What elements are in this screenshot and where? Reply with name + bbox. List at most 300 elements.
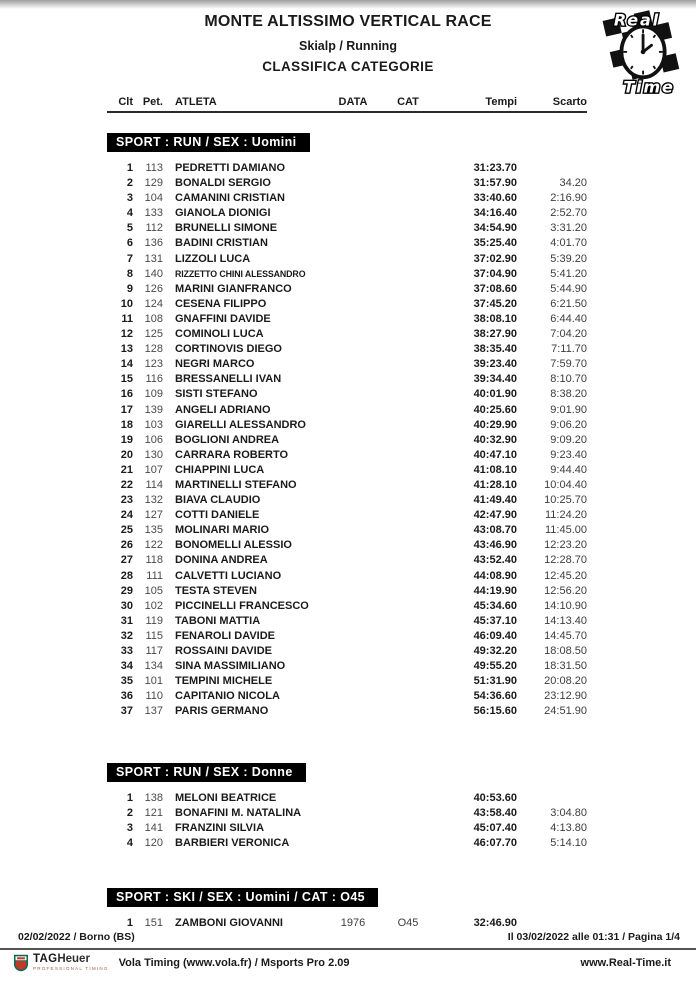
cell-cat [375, 176, 441, 191]
race-title: MONTE ALTISSIMO VERTICAL RACE [204, 13, 492, 30]
cell-clt: 9 [126, 282, 133, 295]
result-row [107, 836, 587, 851]
cell-tempi: 45:34.60 [473, 599, 517, 612]
cell-data [331, 357, 375, 372]
cell-name: TEMPINI MICHELE [175, 675, 273, 688]
cell-clt: 26 [120, 539, 133, 552]
cell-clt: 36 [120, 690, 133, 703]
cell-scarto: 11:24.20 [544, 509, 587, 522]
cell-data [331, 614, 375, 629]
cell-scarto: 9:06.20 [550, 418, 587, 431]
cell-name: COMINOLI LUCA [175, 328, 264, 341]
cell-cat [375, 704, 441, 719]
cell-data [331, 297, 375, 312]
result-row [107, 327, 587, 342]
cell-cat [375, 297, 441, 312]
cell-data [331, 463, 375, 478]
cell-tempi: 35:25.40 [473, 237, 517, 250]
cell-scarto: 8:10.70 [550, 373, 587, 386]
cell-data [331, 689, 375, 704]
cell-cat [375, 689, 441, 704]
cell-scarto: 9:09.20 [550, 433, 587, 446]
cell-pet: 135 [144, 524, 163, 537]
cell-scarto [517, 916, 587, 931]
cell-clt: 27 [120, 554, 133, 567]
cell-cat [375, 282, 441, 297]
cell-tempi: 34:16.40 [473, 207, 517, 220]
cell-name: MELONI BEATRICE [175, 792, 277, 804]
cell-clt: 12 [120, 328, 133, 341]
result-row [107, 599, 587, 614]
cell-name: NEGRI MARCO [175, 358, 255, 371]
cell-data [331, 387, 375, 402]
cell-name: COTTI DANIELE [175, 509, 260, 522]
section-run-uomini [107, 133, 587, 719]
result-row [107, 806, 587, 821]
cell-tempi: 31:57.90 [473, 177, 517, 190]
result-row [107, 403, 587, 418]
cell-clt: 25 [120, 524, 133, 537]
result-row [107, 704, 587, 719]
result-row [107, 689, 587, 704]
col-header-cat: CAT [397, 96, 419, 108]
cell-name: FENAROLI DAVIDE [175, 629, 276, 642]
cell-data [331, 236, 375, 251]
cell-cat [375, 357, 441, 372]
cell-scarto: 7:04.20 [550, 328, 587, 341]
cell-name: TABONI MATTIA [175, 614, 261, 627]
cell-clt: 16 [120, 388, 133, 401]
cell-tempi: 39:34.40 [473, 373, 517, 386]
cell-scarto: 14:10.90 [544, 599, 587, 612]
cell-clt: 1 [126, 792, 133, 804]
cell-clt: 32 [120, 629, 133, 642]
cell-scarto: 7:11.70 [551, 343, 587, 356]
cell-clt: 22 [120, 478, 133, 491]
cell-cat [375, 821, 441, 836]
logo-word-time: Time [623, 77, 675, 97]
result-rows [107, 161, 587, 719]
cell-scarto [517, 161, 587, 176]
logo-word-real: Real [613, 10, 661, 30]
cell-pet: 151 [144, 917, 163, 929]
cell-tempi: 41:28.10 [473, 478, 517, 491]
cell-clt: 33 [120, 645, 133, 657]
cell-scarto: 12:28.70 [544, 554, 587, 567]
cell-data [331, 312, 375, 327]
cell-clt: 10 [120, 297, 133, 310]
cell-cat [375, 221, 441, 236]
cell-cat [375, 463, 441, 478]
cell-clt: 4 [126, 837, 133, 850]
cell-tempi: 34:54.90 [473, 222, 517, 235]
cell-pet: 104 [144, 192, 163, 205]
cell-clt: 31 [120, 614, 133, 627]
cell-pet: 115 [145, 629, 163, 642]
cell-name: DONINA ANDREA [175, 554, 268, 567]
cell-name: ROSSAINI DAVIDE [175, 645, 272, 657]
result-rows [107, 791, 587, 851]
cell-tempi: 44:08.90 [473, 569, 517, 582]
cell-scarto: 7:59.70 [550, 358, 587, 371]
cell-tempi: 49:32.20 [473, 645, 517, 657]
cell-tempi: 39:23.40 [473, 358, 517, 371]
cell-pet: 110 [145, 690, 163, 703]
result-row [107, 629, 587, 644]
cell-data [331, 161, 375, 176]
cell-data [331, 569, 375, 584]
result-row [107, 176, 587, 191]
cell-tempi: 37:08.60 [473, 282, 517, 295]
cell-clt: 14 [120, 358, 133, 371]
cell-tempi: 40:29.90 [473, 418, 517, 431]
cell-pet: 127 [144, 509, 163, 522]
cell-tempi: 38:27.90 [473, 328, 517, 341]
cell-tempi: 54:36.60 [473, 690, 517, 703]
col-header-data: DATA [338, 96, 368, 108]
cell-cat [375, 538, 441, 553]
cell-scarto: 3:31.20 [550, 222, 587, 235]
cell-pet: 139 [144, 403, 163, 416]
cell-name: SINA MASSIMILIANO [175, 660, 286, 673]
cell-tempi: 49:55.20 [473, 660, 517, 673]
cell-tempi: 43:08.70 [473, 524, 517, 537]
cell-scarto: 18:31.50 [544, 660, 587, 673]
cell-cat [375, 629, 441, 644]
cell-cat [375, 236, 441, 251]
cell-name: BONOMELLI ALESSIO [175, 539, 292, 552]
result-row [107, 372, 587, 387]
cell-pet: 105 [144, 584, 163, 597]
race-subtitle: Skialp / Running [299, 39, 397, 53]
result-row [107, 448, 587, 463]
cell-cat [375, 433, 441, 448]
result-row [107, 644, 587, 659]
result-row [107, 357, 587, 372]
cell-scarto: 8:38.20 [550, 388, 587, 401]
cell-tempi: 42:47.90 [473, 509, 517, 522]
scan-top-shade [0, 0, 696, 9]
cell-tempi: 38:35.40 [473, 343, 517, 356]
cell-scarto: 12:23.20 [544, 539, 587, 552]
cell-data [331, 599, 375, 614]
cell-scarto: 9:01.90 [550, 403, 587, 416]
cell-data [331, 403, 375, 418]
cell-pet: 123 [144, 358, 163, 371]
cell-pet: 118 [145, 554, 163, 567]
cell-name: CALVETTI LUCIANO [175, 569, 282, 582]
cell-scarto: 10:25.70 [544, 494, 587, 507]
cell-pet: 132 [144, 494, 163, 507]
cell-scarto: 5:41.20 [550, 267, 587, 280]
cell-tempi: 56:15.60 [473, 705, 517, 718]
cell-name: FRANZINI SILVIA [175, 822, 265, 835]
cell-tempi: 43:52.40 [473, 554, 517, 567]
cell-tempi: 40:32.90 [473, 433, 517, 446]
cell-tempi: 37:02.90 [473, 252, 517, 265]
cell-scarto: 18:08.50 [544, 645, 587, 657]
cell-data [331, 221, 375, 236]
cell-scarto: 5:39.20 [550, 252, 587, 265]
cell-pet: 117 [145, 645, 163, 657]
result-row [107, 282, 587, 297]
cell-name: CARRARA ROBERTO [175, 448, 289, 461]
cell-cat [375, 327, 441, 342]
cell-scarto: 9:23.40 [550, 448, 587, 461]
cell-name: GIANOLA DIONIGI [175, 207, 271, 220]
result-row [107, 342, 587, 357]
cell-scarto: 24:51.90 [544, 705, 587, 718]
col-header-pet: Pet. [142, 96, 163, 108]
result-row [107, 614, 587, 629]
document-header [0, 10, 696, 74]
cell-tempi: 38:08.10 [473, 312, 517, 325]
cell-scarto: 12:56.20 [544, 584, 587, 597]
cell-tempi: 43:46.90 [473, 539, 517, 552]
cell-name: GIARELLI ALESSANDRO [175, 418, 306, 431]
cell-pet: 136 [144, 237, 163, 250]
cell-tempi: 32:46.90 [473, 917, 517, 929]
classification-title: CLASSIFICA CATEGORIE [262, 59, 434, 74]
footer-meta-row [18, 931, 680, 943]
result-row [107, 659, 587, 674]
cell-name: CORTINOVIS DIEGO [175, 343, 282, 356]
cell-tempi: 40:47.10 [473, 448, 517, 461]
brand-subtitle: PROFESSIONAL TIMING [33, 966, 109, 972]
cell-scarto: 3:04.80 [550, 807, 587, 820]
cell-scarto: 6:44.40 [550, 312, 587, 325]
cell-data [331, 493, 375, 508]
print-date-page-number: Il 03/02/2022 alle 01:31 / Pagina 1/4 [507, 931, 680, 943]
cell-clt: 19 [120, 433, 133, 446]
cell-cat [375, 267, 441, 282]
cell-name: BRUNELLI SIMONE [175, 222, 278, 235]
checkered-clock-icon [597, 2, 691, 98]
cell-pet: 140 [144, 267, 163, 280]
tagheuer-shield-icon [13, 954, 29, 972]
cell-pet: 129 [144, 177, 163, 190]
cell-pet: 113 [145, 162, 163, 174]
cell-cat [375, 342, 441, 357]
cell-clt: 8 [126, 267, 133, 280]
cell-tempi: 46:07.70 [473, 837, 517, 850]
cell-data [331, 704, 375, 719]
cell-tempi: 37:45.20 [473, 297, 517, 310]
cell-pet: 121 [144, 807, 163, 820]
cell-tempi: 51:31.90 [473, 675, 517, 688]
cell-data [331, 538, 375, 553]
cell-cat [375, 836, 441, 851]
cell-data [331, 282, 375, 297]
cell-data [331, 584, 375, 599]
cell-name: CESENA FILIPPO [175, 297, 267, 310]
cell-scarto: 34.20 [559, 177, 587, 190]
cell-pet: 141 [144, 822, 163, 835]
section-title-bar: SPORT : SKI / SEX : Uomini / CAT : O45 [107, 888, 378, 907]
result-row [107, 191, 587, 206]
col-header-clt: Clt [118, 96, 133, 108]
result-row [107, 508, 587, 523]
cell-tempi: 37:04.90 [473, 267, 517, 280]
cell-name: GNAFFINI DAVIDE [175, 312, 271, 325]
cell-scarto: 12:45.20 [544, 569, 587, 582]
cell-pet: 111 [146, 569, 163, 582]
section-title-bar: SPORT : RUN / SEX : Uomini [107, 133, 310, 152]
cell-clt: 3 [126, 822, 133, 835]
cell-cat [375, 191, 441, 206]
cell-clt: 6 [126, 237, 133, 250]
cell-tempi: 41:49.40 [473, 494, 517, 507]
cell-tempi: 45:37.10 [473, 614, 517, 627]
cell-name: PEDRETTI DAMIANO [175, 162, 285, 174]
result-rows [107, 916, 587, 931]
result-row [107, 791, 587, 806]
cell-pet: 101 [144, 675, 163, 688]
cell-pet: 109 [144, 388, 163, 401]
cell-data [331, 433, 375, 448]
cell-clt: 30 [120, 599, 133, 612]
result-row [107, 312, 587, 327]
result-row [107, 206, 587, 221]
cell-clt: 1 [126, 162, 133, 174]
cell-cat [375, 523, 441, 538]
cell-pet: 124 [144, 297, 163, 310]
cell-tempi: 44:19.90 [473, 584, 517, 597]
cell-scarto: 14:13.40 [544, 614, 587, 627]
cell-pet: 102 [144, 599, 163, 612]
result-row [107, 252, 587, 267]
cell-name: BIAVA CLAUDIO [175, 494, 261, 507]
timing-software-label: Vola Timing (www.vola.fr) / Msports Pro 2.09 [118, 957, 350, 969]
brand-heuer-text: Heuer [57, 953, 90, 966]
cell-cat [375, 806, 441, 821]
cell-name: TESTA STEVEN [175, 584, 257, 597]
cell-data [331, 206, 375, 221]
cell-clt: 13 [120, 343, 133, 356]
cell-data [331, 553, 375, 568]
cell-clt: 11 [121, 312, 133, 325]
cell-cat [375, 553, 441, 568]
cell-clt: 1 [126, 917, 133, 929]
cell-scarto [517, 791, 587, 806]
cell-cat [375, 791, 441, 806]
cell-data [331, 342, 375, 357]
cell-cat [375, 387, 441, 402]
cell-tempi: 46:09.40 [473, 629, 517, 642]
cell-clt: 2 [126, 807, 133, 820]
cell-cat [375, 659, 441, 674]
cell-scarto: 23:12.90 [544, 690, 587, 703]
cell-cat [375, 599, 441, 614]
cell-clt: 21 [120, 463, 133, 476]
cell-pet: 134 [144, 660, 163, 673]
cell-pet: 103 [144, 418, 163, 431]
cell-clt: 7 [126, 252, 133, 265]
cell-data [331, 327, 375, 342]
result-row [107, 267, 587, 282]
cell-name: CAMANINI CRISTIAN [175, 192, 285, 205]
cell-cat [375, 403, 441, 418]
cell-tempi: 41:08.10 [473, 463, 517, 476]
brand-tag-text: TAG [33, 953, 58, 966]
cell-name: CHIAPPINI LUCA [175, 463, 265, 476]
result-row [107, 418, 587, 433]
result-row [107, 674, 587, 689]
cell-cat [375, 161, 441, 176]
cell-data [331, 791, 375, 806]
cell-name: ANGELI ADRIANO [175, 403, 271, 416]
cell-clt: 24 [120, 509, 133, 522]
result-row [107, 236, 587, 251]
section-title-bar: SPORT : RUN / SEX : Donne [107, 763, 306, 782]
col-header-scarto: Scarto [552, 96, 587, 108]
cell-scarto: 2:16.90 [550, 192, 587, 205]
cell-pet: 125 [144, 328, 163, 341]
cell-clt: 35 [120, 675, 133, 688]
cell-name: BRESSANELLI IVAN [175, 373, 282, 386]
cell-data [331, 508, 375, 523]
cell-data [331, 659, 375, 674]
cell-clt: 4 [126, 207, 133, 220]
cell-cat [375, 614, 441, 629]
result-row [107, 553, 587, 568]
cell-name: BOGLIONI ANDREA [175, 433, 280, 446]
cell-data [331, 176, 375, 191]
cell-scarto: 14:45.70 [544, 629, 587, 642]
cell-data [331, 674, 375, 689]
cell-tempi: 40:53.60 [473, 792, 517, 804]
cell-cat [375, 448, 441, 463]
tagheuer-wordmark [33, 954, 109, 972]
result-row [107, 569, 587, 584]
cell-cat [375, 584, 441, 599]
cell-name: MOLINARI MARIO [175, 524, 270, 537]
cell-clt: 34 [120, 660, 133, 673]
result-row [107, 538, 587, 553]
table-header-row [107, 96, 587, 113]
cell-pet: 126 [144, 282, 163, 295]
result-row [107, 478, 587, 493]
cell-clt: 3 [126, 192, 133, 205]
cell-name: MARTINELLI STEFANO [175, 478, 297, 491]
cell-pet: 116 [145, 373, 163, 386]
cell-cat [375, 312, 441, 327]
cell-pet: 107 [144, 463, 163, 476]
cell-clt: 5 [126, 222, 133, 235]
cell-scarto: 20:08.20 [544, 675, 587, 688]
col-header-tempi: Tempi [485, 96, 517, 108]
result-row [107, 493, 587, 508]
cell-clt: 23 [120, 494, 133, 507]
col-header-atleta: ATLETA [175, 96, 217, 108]
cell-cat [375, 493, 441, 508]
cell-clt: 37 [120, 705, 133, 718]
cell-clt: 18 [120, 418, 133, 431]
cell-name: PARIS GERMANO [175, 705, 269, 718]
cell-data [331, 418, 375, 433]
cell-pet: 106 [144, 433, 163, 446]
cell-data [331, 478, 375, 493]
cell-data [331, 806, 375, 821]
cell-name: BONALDI SERGIO [175, 177, 271, 190]
cell-cat: O45 [397, 917, 419, 929]
result-row [107, 523, 587, 538]
cell-pet: 112 [145, 222, 163, 235]
cell-name: LIZZOLI LUCA [175, 252, 251, 265]
cell-pet: 119 [145, 614, 163, 627]
cell-data [331, 448, 375, 463]
cell-data [331, 644, 375, 659]
